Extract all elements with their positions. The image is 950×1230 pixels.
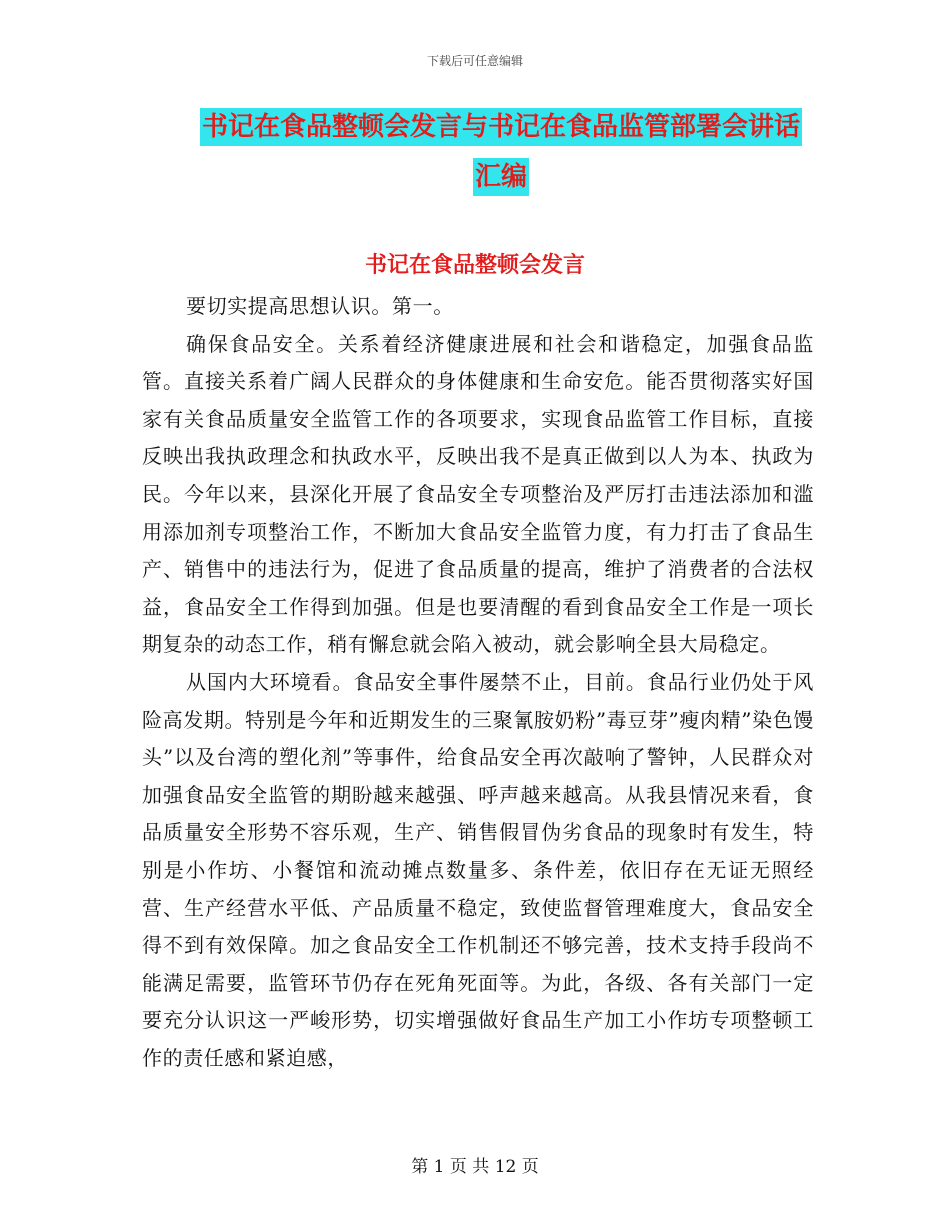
page-header-note: 下载后可任意编辑 bbox=[426, 54, 523, 68]
document-title bbox=[196, 108, 806, 196]
document-title-line-2: 汇编 bbox=[473, 158, 529, 196]
document-body bbox=[142, 288, 814, 1077]
paragraph: 要切实提高思想认识。第一。 bbox=[186, 294, 454, 318]
page-footer: 第 1 页 共 12 页 bbox=[411, 1157, 539, 1177]
paragraph: 确保食品安全。关系着经济健康进展和社会和谐稳定，加强食品监管。直接关系着广阔人民群众的身体健康和生命安危。能否贯彻落实好国家有关食品质量安全监管工作的各项要求，实现食品监管工作目标，直接反映出我执政理念和执政水平，反映出我不是真正做到以人为本、执政为民。今年以来，县深化开展了食品安全专项整治及严厉打击违法添加和滥用添加剂专项整治工作，不断加大食品安全监管力度，有力打击了食品生产、销售中的违法行为，促进了食品质量的提高，维护了消费者的合法权益，食品安全工作得到加强。但是也要清醒的看到食品安全工作是一项长期复杂的动态工作，稍有懈怠就会陷入被动，就会影响全县大局稳定。 bbox=[142, 331, 814, 657]
paragraph: 从国内大环境看。食品安全事件屡禁不止，目前。食品行业仍处于风险高发期。特别是今年和近期发生的三聚氰胺奶粉”毒豆芽”瘦肉精”染色馒头”以及台湾的塑化剂”等事件，给食品安全再次敲响了警钟，人民群众对加强食品安全监管的期盼越来越强、呼声越来越高。从我县情况来看，食品质量安全形势不容乐观，生产、销售假冒伪劣食品的现象时有发生，特别是小作坊、小餐馆和流动摊点数量多、条件差，依旧存在无证无照经营、生产经营水平低、产品质量不稳定，致使监督管理难度大，食品安全得不到有效保障。加之食品安全工作机制还不够完善，技术支持手段尚不能满足需要，监管环节仍存在死角死面等。为此，各级、各有关部门一定要充分认识这一严峻形势，切实增强做好食品生产加工小作坊专项整顿工作的责任感和紧迫感， bbox=[142, 669, 814, 1070]
document-title-line-1: 书记在食品整顿会发言与书记在食品监管部署会讲话 bbox=[200, 108, 802, 146]
section-title: 书记在食品整顿会发言 bbox=[364, 253, 585, 278]
